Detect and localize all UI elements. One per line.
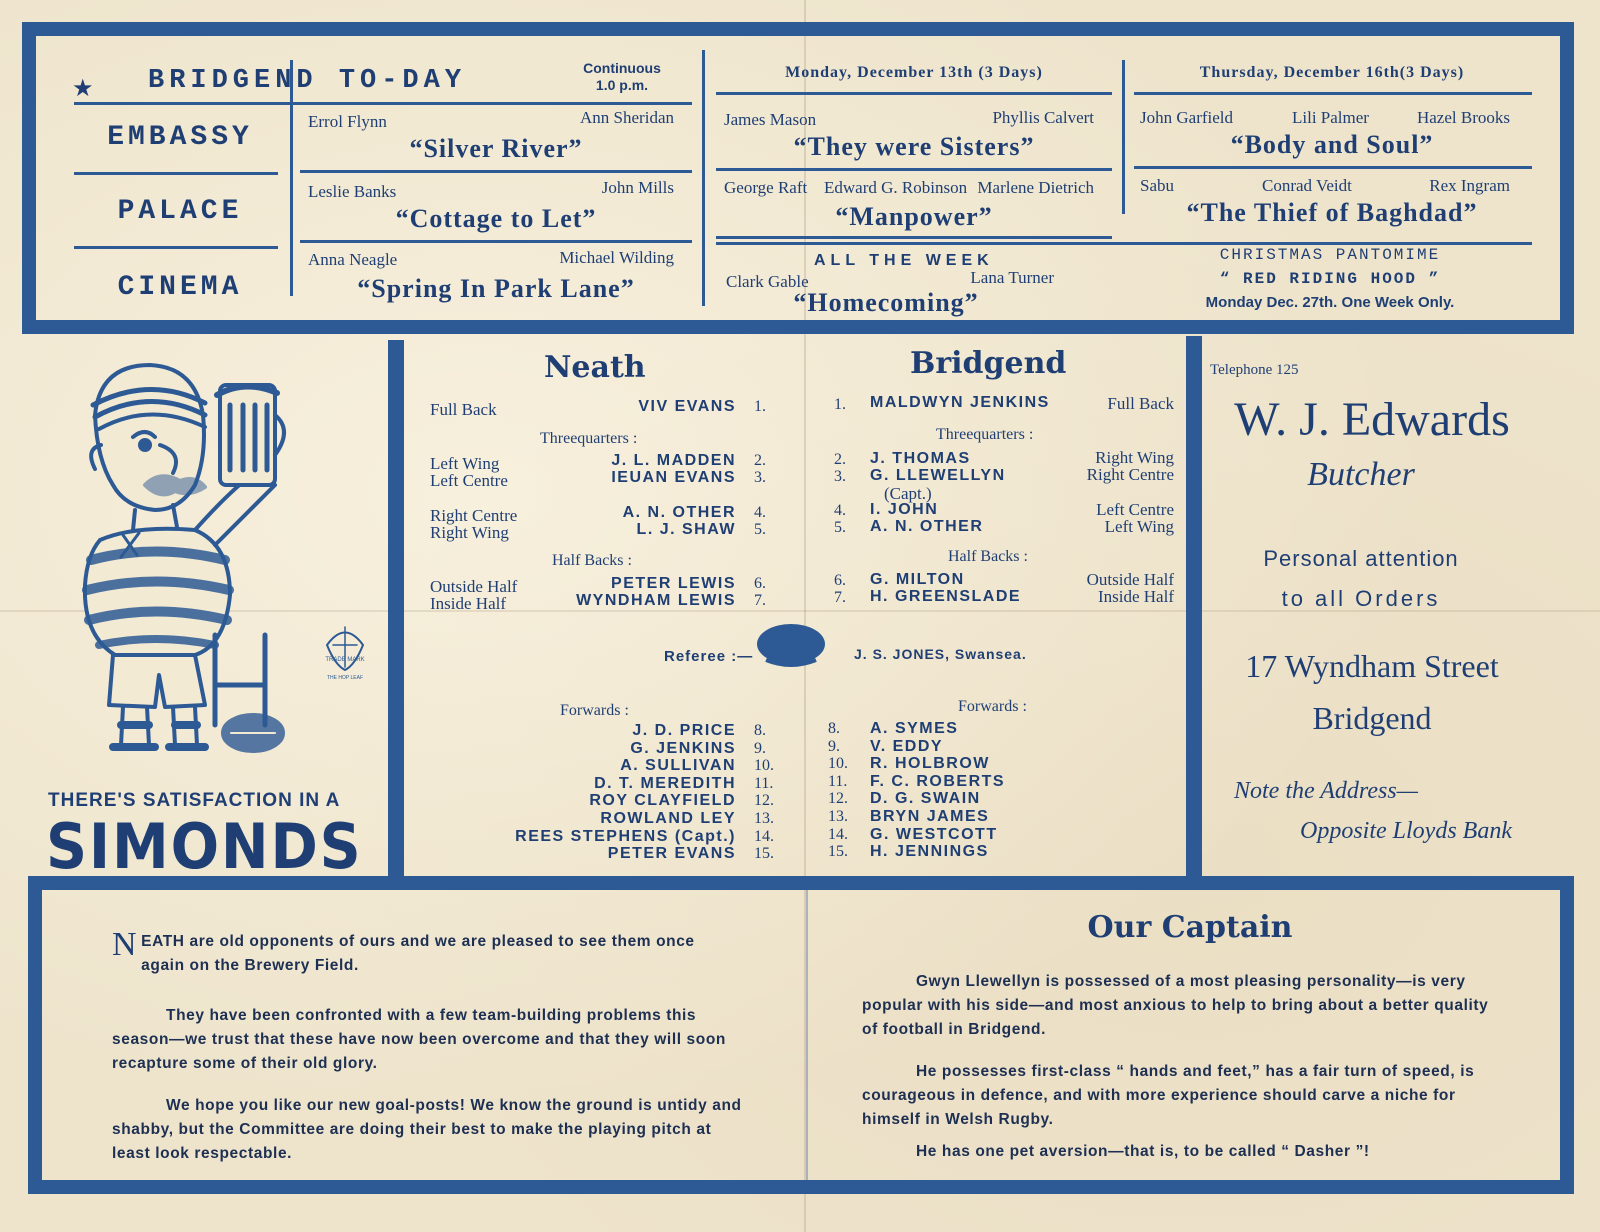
film-star: John Garfield — [1140, 108, 1234, 127]
player-number: 3. — [834, 468, 846, 485]
player-name: D. G. SWAIN — [870, 790, 981, 808]
player-name: I. JOHN — [870, 501, 939, 518]
player-number: 9. — [828, 737, 840, 755]
group-label: Half Backs : — [552, 552, 632, 569]
continuous-label: Continuous — [583, 60, 661, 76]
player-name: V. EDDY — [870, 737, 944, 755]
player-name: VIV EVANS — [638, 398, 736, 415]
trademark-text: TRADE MARK — [325, 657, 365, 663]
player-number: 11. — [754, 774, 774, 792]
group-label: Forwards : — [560, 702, 629, 719]
captain-paragraph-3: He has one pet aversion—that is, to be called “ Dasher ”! — [916, 1143, 1370, 1160]
player-name: A. N. OTHER — [622, 504, 736, 521]
player-name: PETER EVANS — [607, 845, 736, 863]
player-number: 1. — [754, 398, 766, 415]
film-star: Phyllis Calvert — [992, 108, 1094, 127]
player-number: 7. — [834, 589, 846, 606]
divider-monday-end — [716, 236, 1112, 239]
film-title: “Silver River” — [409, 134, 583, 163]
player-name: H. JENNINGS — [870, 843, 989, 861]
advert-slogan: THERE'S SATISFACTION IN A — [48, 790, 341, 811]
player-name: A. N. OTHER — [870, 518, 984, 535]
position-label: Right Wing — [1095, 448, 1174, 467]
divider-monday — [702, 50, 705, 306]
player-number: 6. — [754, 575, 766, 592]
team-title-bridgend: Bridgend — [910, 346, 1067, 381]
film-star: George Raft — [724, 178, 808, 197]
film-star: Clark Gable — [726, 272, 809, 291]
butcher-attention-line2: to all Orders — [1281, 586, 1441, 611]
butcher-name: W. J. Edwards — [1234, 393, 1510, 446]
player-name: R. HOLBROW — [870, 755, 990, 773]
player-name: F. C. ROBERTS — [870, 772, 1006, 790]
player-number: 15. — [828, 843, 848, 861]
player-number: 2. — [834, 451, 846, 468]
monday-heading: Monday, December 13th (3 Days) — [785, 64, 1043, 81]
position-label: Inside Half — [1097, 587, 1174, 606]
cinema-listings-band — [22, 22, 1574, 334]
captain-paragraph-2: He possesses first-class “ hands and feet,” has a fair turn of speed, is courageous in defence, and with more experience should carve a niche for himself in Welsh Rugby. — [862, 1063, 1475, 1128]
player-name: A. SYMES — [870, 720, 959, 737]
player-name: L. J. SHAW — [636, 521, 736, 538]
film-title: “Homecoming” — [793, 288, 979, 317]
player-name: A. SULLIVAN — [620, 757, 736, 775]
player-number: 15. — [754, 845, 774, 863]
intro-text-1: EATH are old opponents of ours and we are pleased to see them once again on the Brewery Field. — [141, 933, 695, 974]
captain-marker: (Capt.) — [884, 484, 932, 503]
film-star: Marlene Dietrich — [977, 178, 1094, 197]
position-label: Outside Half — [430, 577, 518, 596]
player-name: ROWLAND LEY — [600, 810, 736, 827]
player-number: 6. — [834, 572, 846, 589]
film-star: Sabu — [1140, 176, 1174, 195]
player-number: 8. — [754, 722, 766, 739]
position-label: Outside Half — [1086, 570, 1174, 589]
film-star: Michael Wilding — [559, 248, 674, 267]
position-label: Right Centre — [430, 506, 518, 525]
film-star: Leslie Banks — [308, 182, 397, 201]
film-title: “The Thief of Baghdad” — [1186, 198, 1478, 227]
player-number: 10. — [828, 755, 848, 773]
film-star: Errol Flynn — [308, 112, 387, 131]
star-icon: ★ — [72, 74, 94, 102]
film-title: “Body and Soul” — [1230, 130, 1434, 159]
drop-cap: N — [112, 926, 138, 963]
position-label: Left Centre — [1096, 500, 1174, 519]
player-number: 13. — [754, 810, 774, 827]
continuous-times — [562, 60, 682, 94]
player-number: 2. — [754, 452, 766, 469]
pantomime-title: “ RED RIDING HOOD ” — [1219, 270, 1441, 288]
player-number: 3. — [754, 469, 766, 486]
player-name: PETER LEWIS — [611, 575, 736, 592]
cinema-heading: BRIDGEND TO-DAY — [148, 66, 467, 96]
hop-leaf-text: THE HOP LEAF — [326, 675, 364, 681]
advert-brand: SIMONDS — [46, 810, 363, 883]
film-star: Conrad Veidt — [1262, 176, 1352, 195]
film-star: Hazel Brooks — [1416, 108, 1510, 127]
position-label: Full Back — [430, 400, 497, 419]
captain-heading: Our Captain — [1087, 910, 1293, 945]
position-label: Inside Half — [430, 594, 507, 613]
film-title: “Cottage to Let” — [395, 204, 597, 233]
player-number: 1. — [834, 396, 846, 413]
player-name: REES STEPHENS (Capt.) — [515, 827, 736, 845]
butcher-note: Note the Address— — [1234, 778, 1418, 804]
player-number: 5. — [834, 519, 846, 536]
film-star: Lana Turner — [970, 268, 1054, 287]
player-number: 10. — [754, 757, 774, 775]
film-star: Rex Ingram — [1429, 176, 1510, 195]
group-label: Threequarters : — [936, 426, 1034, 443]
rugby-ball-icon — [748, 618, 834, 674]
player-number: 9. — [754, 739, 766, 757]
all-the-week-label: ALL THE WEEK — [814, 252, 994, 269]
player-name: BRYN JAMES — [870, 808, 990, 825]
player-number: 14. — [828, 825, 848, 843]
player-number: 12. — [754, 792, 774, 810]
position-label: Left Centre — [430, 471, 508, 490]
film-star: Lili Palmer — [1292, 108, 1369, 127]
film-star: James Mason — [724, 110, 817, 129]
player-name: G. JENKINS — [630, 739, 736, 757]
player-name: WYNDHAM LEWIS — [576, 592, 736, 609]
team-title-neath: Neath — [544, 350, 646, 385]
player-name: D. T. MEREDITH — [594, 774, 736, 792]
player-name: MALDWYN JENKINS — [870, 394, 1050, 411]
player-number: 12. — [828, 790, 848, 808]
intro-paragraph-2: They have been confronted with a few team-building problems this season—we trust that these have now been overcome and that they will soon recapture some of their old glory. — [112, 1007, 726, 1072]
venue-palace: PALACE — [117, 196, 243, 227]
divider-venue-2 — [74, 246, 278, 249]
divider-venue-1 — [74, 172, 278, 175]
player-name: G. LLEWELLYN — [870, 467, 1006, 484]
player-number: 4. — [834, 502, 846, 519]
pantomime-label: CHRISTMAS PANTOMIME — [1219, 246, 1441, 264]
position-label: Left Wing — [1104, 517, 1174, 536]
divider-thursday — [1122, 60, 1125, 214]
group-label: Threequarters : — [540, 430, 638, 447]
player-name: J. THOMAS — [870, 450, 971, 467]
butcher-attention-line1: Personal attention — [1263, 546, 1459, 571]
intro-paragraph-1 — [112, 926, 742, 978]
divider-thursday-head — [1134, 92, 1532, 95]
butcher-town: Bridgend — [1312, 700, 1432, 736]
player-name: G. MILTON — [870, 571, 965, 588]
position-label: Full Back — [1107, 394, 1174, 413]
film-star: Edward G. Robinson — [824, 178, 968, 197]
butcher-trade: Butcher — [1307, 456, 1415, 493]
butcher-note-address: Opposite Lloyds Bank — [1300, 818, 1512, 844]
divider-week — [716, 242, 1532, 245]
referee-label: Referee :— — [664, 648, 754, 665]
group-label: Forwards : — [958, 698, 1027, 715]
player-name: J. D. PRICE — [632, 722, 736, 739]
position-label: Left Wing — [430, 454, 500, 473]
player-number: 14. — [754, 827, 774, 845]
player-name: J. L. MADDEN — [611, 452, 736, 469]
player-name: H. GREENSLADE — [870, 588, 1022, 605]
group-label: Half Backs : — [948, 548, 1028, 565]
player-number: 7. — [754, 592, 766, 609]
column-rule-left — [388, 340, 404, 880]
divider-monday-head — [716, 92, 1112, 95]
film-star: John Mills — [601, 178, 674, 197]
player-number: 5. — [754, 521, 766, 538]
position-label: Right Wing — [430, 523, 509, 542]
thursday-heading: Thursday, December 16th(3 Days) — [1199, 64, 1465, 81]
referee-name: J. S. JONES, Swansea. — [854, 646, 1027, 662]
telephone-number: Telephone 125 — [1210, 362, 1299, 378]
player-number: 13. — [828, 808, 848, 825]
player-number: 11. — [828, 772, 848, 790]
film-title: “They were Sisters” — [793, 132, 1035, 161]
position-label: Right Centre — [1086, 465, 1174, 484]
film-star: Ann Sheridan — [580, 108, 674, 127]
divider-heading — [74, 102, 692, 105]
divider-monday-film — [716, 168, 1112, 171]
pantomime-date: Monday Dec. 27th. One Week Only. — [1205, 294, 1455, 311]
divider-film-1 — [300, 170, 692, 173]
continuous-time: 1.0 p.m. — [595, 77, 649, 93]
film-title: “Spring In Park Lane” — [357, 274, 635, 303]
venue-embassy: EMBASSY — [107, 122, 253, 153]
film-title: “Manpower” — [835, 202, 993, 231]
player-name: ROY CLAYFIELD — [589, 792, 736, 810]
player-name: G. WESTCOTT — [870, 825, 998, 843]
divider-film-2 — [300, 240, 692, 243]
film-star: Anna Neagle — [308, 250, 398, 269]
butcher-street: 17 Wyndham Street — [1245, 648, 1499, 684]
rugby-player-cartoon — [55, 345, 385, 765]
intro-paragraph-3: We hope you like our new goal-posts! We know the ground is untidy and shabby, but the Committee are doing their best to make the playing pitch at least look respectable. — [112, 1097, 742, 1162]
venue-cinema: CINEMA — [117, 272, 243, 303]
player-number: 4. — [754, 504, 766, 521]
divider-thursday-film — [1134, 166, 1532, 169]
player-name: IEUAN EVANS — [611, 469, 736, 486]
player-number: 8. — [828, 720, 840, 737]
captain-paragraph-1: Gwyn Llewellyn is possessed of a most pleasing personality—is very popular with his side—and most anxious to help to bring about a better quality of football in Bridgend. — [862, 973, 1489, 1038]
